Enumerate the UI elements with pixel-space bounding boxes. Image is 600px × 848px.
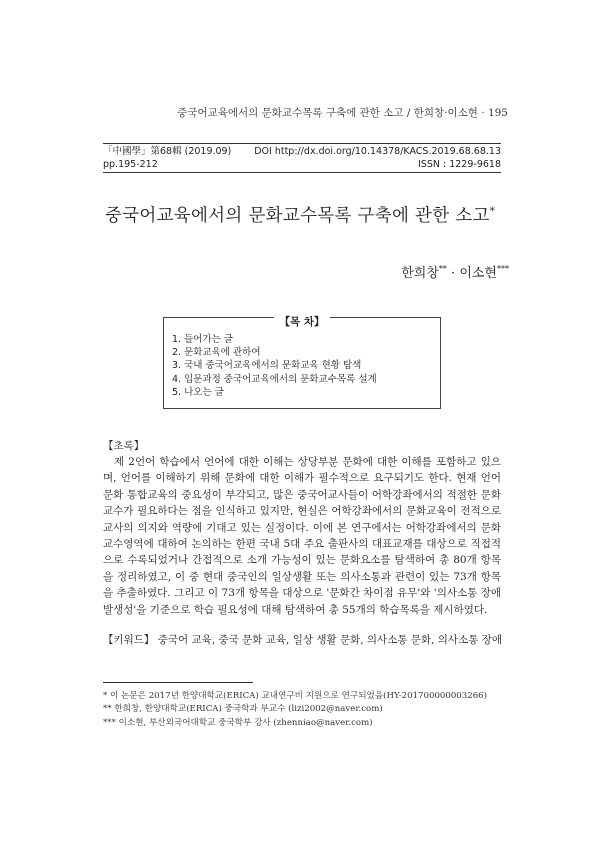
footnotes [103,690,523,730]
footnote-3: *** 이소현, 부산외국어대학교 중국학부 강사 (zhenniao@naver.com) [103,717,373,728]
toc-item: 5. 나오는 글 [172,386,224,398]
author-2-mark: *** [497,264,509,274]
abstract-label: 【초록】 [103,440,145,452]
issn: ISSN : 1229-9618 [418,159,501,170]
toc-list [172,333,377,399]
footnote-1: * 이 논문은 2017년 한양대학교(ERICA) 교내연구비 지원으로 연구되었음(HY-201700000003266) [103,691,487,701]
title-footnote-mark: * [489,206,496,218]
author-separator: · [446,266,460,281]
paper-title [60,202,540,227]
author-2: 이소현 [459,266,497,281]
authors [401,262,509,281]
footnote-divider [103,682,253,683]
table-of-contents [163,317,441,409]
footnote-2: ** 한희창, 한양대학교(ERICA) 중국학과 부교수 (lizi2002@naver.com) [103,704,383,715]
author-1-mark: ** [438,264,447,274]
doi: DOI http://dx.doi.org/10.14378/KACS.2019.68.68.13 [254,146,501,157]
toc-heading: 【목 차】 [274,316,331,328]
author-1: 한희창 [401,266,439,281]
toc-item: 3. 국내 중국어교육에서의 문화교육 현황 탐색 [172,360,362,372]
paper-title-text: 중국어교육에서의 문화교수목록 구축에 관한 소고 [104,206,490,226]
page-range: pp.195-212 [103,159,158,170]
abstract-body: 제 2언어 학습에서 언어에 대한 이해는 상당부분 문화에 대한 이해를 포함하고 있으며, 언어를 이해하기 위해 문화에 대한 이해가 필수적으로 요구되기도 한다. 현재 언어문화 통합교육의 중요성이 부각되고, 많은 중국어교사들이 어학강좌에서의 적절한 문화교수가 필요하다는 점을 인식하고 있지만, 현실은 어학강좌에서의 문화교육이 전적으로 교사의 의지와 역량에 기대고 있는 실정이다. 이에 본 연구에서는 어학강좌에서의 문화교수영역에 대하여 논의하는 한편 국내 5대 주요 출판사의 대표교재를 대상으로 직접적으로 수록되었거나 간접적으로 소개 가능성이 있는 문화요소를 탐색하여 총 80개 항목을 정리하였고, 이 중 현대 중국인의 일상생활 또는 의사소통과 관련이 있는 73개 항목을 추출하였다. 그리고 이 73개 항목을 대상으로 '문화간 차이점 유무'와 '의사소통 장애 발생성'을 기준으로 학습 필요성에 대해 탐색하여 총 55개의 학습목록을 제시하였다. [103,456,501,616]
journal-info-row-2 [103,158,501,171]
keywords: 【키워드】 중국어 교육, 중국 문화 교육, 일상 생활 문화, 의사소통 문화, 의사소통 장애 [103,634,502,646]
toc-item: 1. 들어가는 글 [172,334,233,345]
running-header: 중국어교육에서의 문화교수목록 구축에 관한 소고 / 한희창·이소현 · 195 [177,107,508,119]
journal-name: 「中國學」第68輯 (2019.09) [103,146,232,157]
journal-info-row-1 [103,145,501,158]
toc-item: 2. 문화교육에 관하여 [172,347,261,359]
toc-item: 4. 입문과정 중국어교육에서의 문화교수목록 설계 [172,373,377,385]
journal-info-box [103,143,501,173]
